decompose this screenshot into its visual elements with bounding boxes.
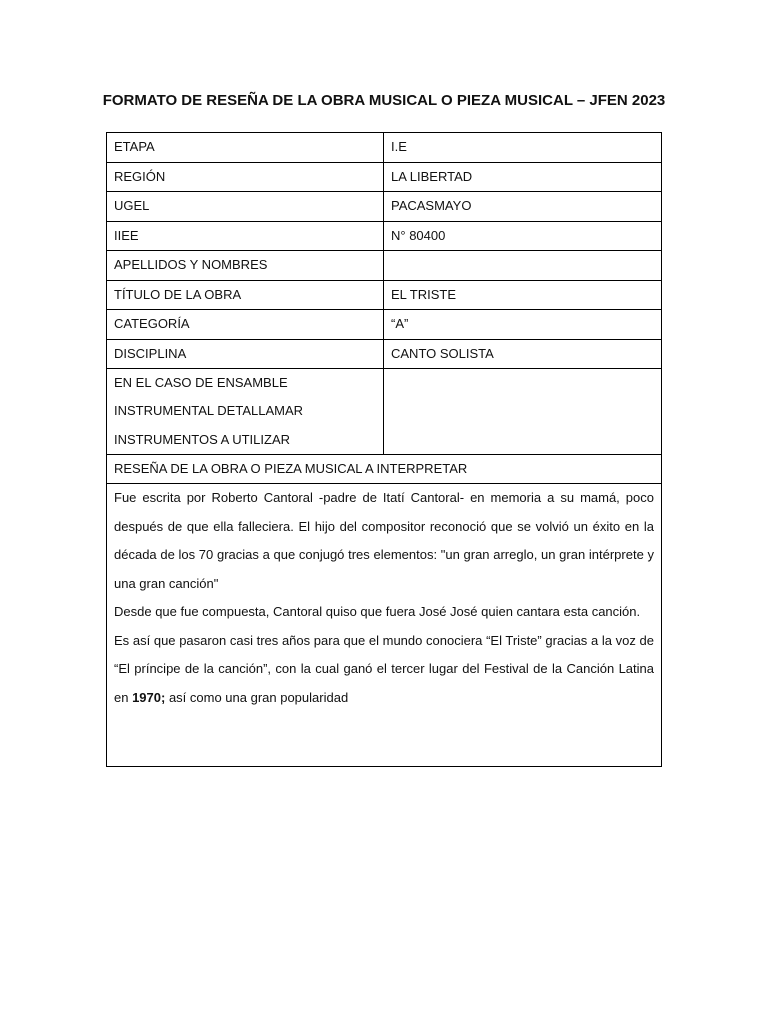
row-label-ensamble (107, 369, 384, 455)
resena-paragraph (114, 627, 654, 713)
row-label-apellidos-nombres: APELLIDOS Y NOMBRES (107, 251, 384, 281)
table-row (107, 280, 662, 310)
row-label-ugel: UGEL (107, 192, 384, 222)
table-row (107, 221, 662, 251)
review-form-table (106, 132, 662, 767)
table-row (107, 192, 662, 222)
row-label-categoria: CATEGORÍA (107, 310, 384, 340)
table-row (107, 369, 662, 455)
row-value-categoria: “A” (384, 310, 662, 340)
table-row (107, 454, 662, 484)
table-row (107, 133, 662, 163)
row-value-iiee: N° 80400 (384, 221, 662, 251)
resena-paragraph: Desde que fue compuesta, Cantoral quiso que fuera José José quien cantara esta canción. (114, 604, 641, 620)
ensemble-label-line: EN EL CASO DE ENSAMBLE (114, 375, 288, 390)
table-row (107, 484, 662, 767)
row-label-etapa: ETAPA (107, 133, 384, 163)
resena-text: Es así que pasaron casi tres años para que el mundo conociera “El Triste” gracias a la voz de “El príncipe de la canción”, con la cual ganó el tercer lugar del Festival de la Canción Latina en (114, 632, 654, 705)
row-value-titulo-obra: EL TRISTE (384, 280, 662, 310)
row-label-region: REGIÓN (107, 162, 384, 192)
resena-body (107, 484, 662, 767)
ensemble-label-line: INSTRUMENTOS A UTILIZAR (114, 431, 291, 447)
row-value-region: LA LIBERTAD (384, 162, 662, 192)
resena-text: así como una gran popularidad (165, 689, 349, 705)
row-value-ensamble (384, 369, 662, 455)
row-value-apellidos-nombres (384, 251, 662, 281)
resena-paragraph: Fue escrita por Roberto Cantoral -padre de Itatí Cantoral- en memoria a su mamá, poco después de que ella falleciera. El hijo del compositor reconoció que se volvió un éxito en la década de los 70 gracias a que conjugó tres elementos: "un gran arreglo, un gran intérprete y una gran canción" (114, 490, 654, 591)
table-row (107, 162, 662, 192)
row-value-disciplina: CANTO SOLISTA (384, 339, 662, 369)
row-label-disciplina: DISCIPLINA (107, 339, 384, 369)
table-row (107, 251, 662, 281)
document-title: FORMATO DE RESEÑA DE LA OBRA MUSICAL O PIEZA MUSICAL – JFEN 2023 (102, 92, 666, 109)
ensemble-label-line: INSTRUMENTAL DETALLAMAR (114, 403, 304, 419)
row-label-titulo-obra: TÍTULO DE LA OBRA (107, 280, 384, 310)
resena-year: 1970; (132, 689, 166, 705)
table-row (107, 310, 662, 340)
row-label-iiee: IIEE (107, 221, 384, 251)
row-value-ugel: PACASMAYO (384, 192, 662, 222)
resena-heading: RESEÑA DE LA OBRA O PIEZA MUSICAL A INTERPRETAR (107, 454, 662, 484)
table-row (107, 339, 662, 369)
row-value-etapa: I.E (384, 133, 662, 163)
